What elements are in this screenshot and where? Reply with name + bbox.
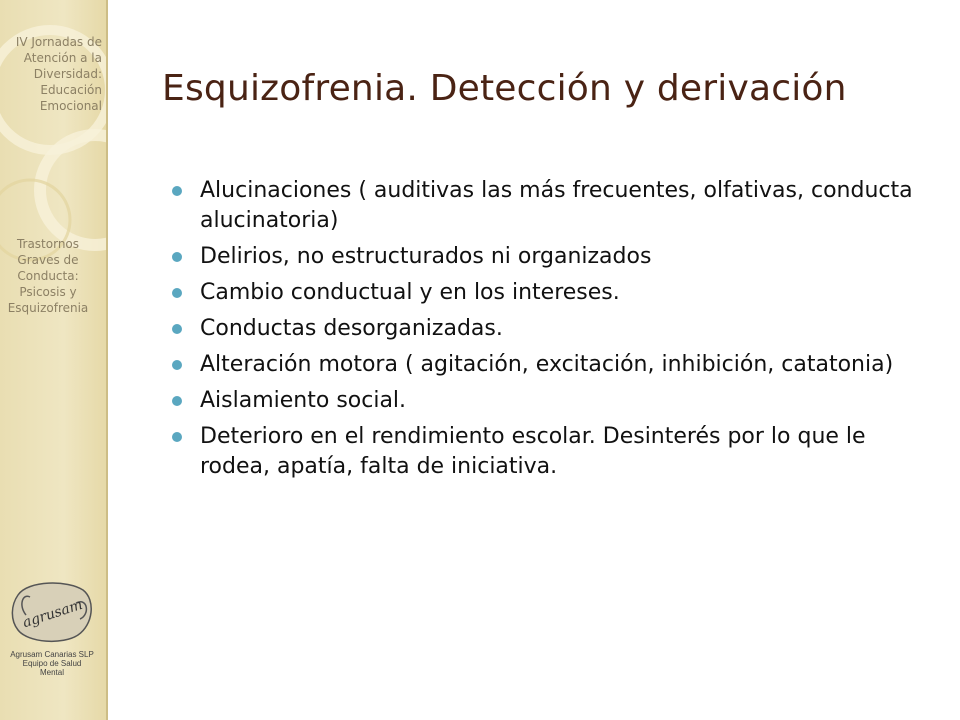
logo-caption-line: Agrusam Canarias SLP xyxy=(10,650,94,659)
topic-line: Graves de xyxy=(17,253,79,267)
event-line: Educación xyxy=(40,83,102,97)
event-line: Atención a la xyxy=(23,51,102,65)
bullet-dot-icon xyxy=(172,252,182,262)
bullet-text: Aislamiento social. xyxy=(200,388,407,413)
topic-name xyxy=(0,236,98,316)
event-line: IV Jornadas de xyxy=(15,35,102,49)
event-line: Diversidad: xyxy=(33,67,102,81)
bullet-text: Delirios, no estructurados ni organizados xyxy=(200,244,652,269)
logo-caption xyxy=(2,650,102,677)
bullet-dot-icon xyxy=(172,432,182,442)
event-line: Emocional xyxy=(39,99,102,113)
bullet-text: Cambio conductual y en los intereses. xyxy=(200,280,620,305)
bullet-item xyxy=(172,386,932,416)
bullet-item xyxy=(172,242,932,272)
bullet-item xyxy=(172,278,932,308)
bullet-text: Deterioro en el rendimiento escolar. Desinterés por lo que le rodea, apatía, falta de iniciativa. xyxy=(200,424,866,479)
agrusam-logo xyxy=(8,575,98,647)
event-name xyxy=(2,34,102,114)
bullet-dot-icon xyxy=(172,324,182,334)
bullet-text: Alteración motora ( agitación, excitación, inhibición, catatonia) xyxy=(200,352,894,377)
bullet-item xyxy=(172,176,932,236)
bullet-dot-icon xyxy=(172,396,182,406)
bullet-item xyxy=(172,422,932,482)
bullet-list xyxy=(172,176,932,488)
bullet-text: Alucinaciones ( auditivas las más frecuentes, olfativas, conducta alucinatoria) xyxy=(200,178,913,233)
topic-line: Esquizofrenia xyxy=(7,301,89,315)
bullet-item xyxy=(172,350,932,380)
bullet-dot-icon xyxy=(172,186,182,196)
bullet-dot-icon xyxy=(172,360,182,370)
topic-line: Trastornos xyxy=(16,237,80,251)
bullet-text: Conductas desorganizadas. xyxy=(200,316,503,341)
bullet-dot-icon xyxy=(172,288,182,298)
sidebar xyxy=(0,0,108,720)
topic-line: Psicosis y xyxy=(19,285,77,299)
logo-wordmark: agrusam xyxy=(20,596,85,632)
logo-caption-line: Equipo de Salud xyxy=(22,659,82,668)
logo-caption-line: Mental xyxy=(39,668,64,677)
slide-title: Esquizofrenia. Detección y derivación xyxy=(162,68,847,109)
bullet-item xyxy=(172,314,932,344)
topic-line: Conducta: xyxy=(17,269,79,283)
